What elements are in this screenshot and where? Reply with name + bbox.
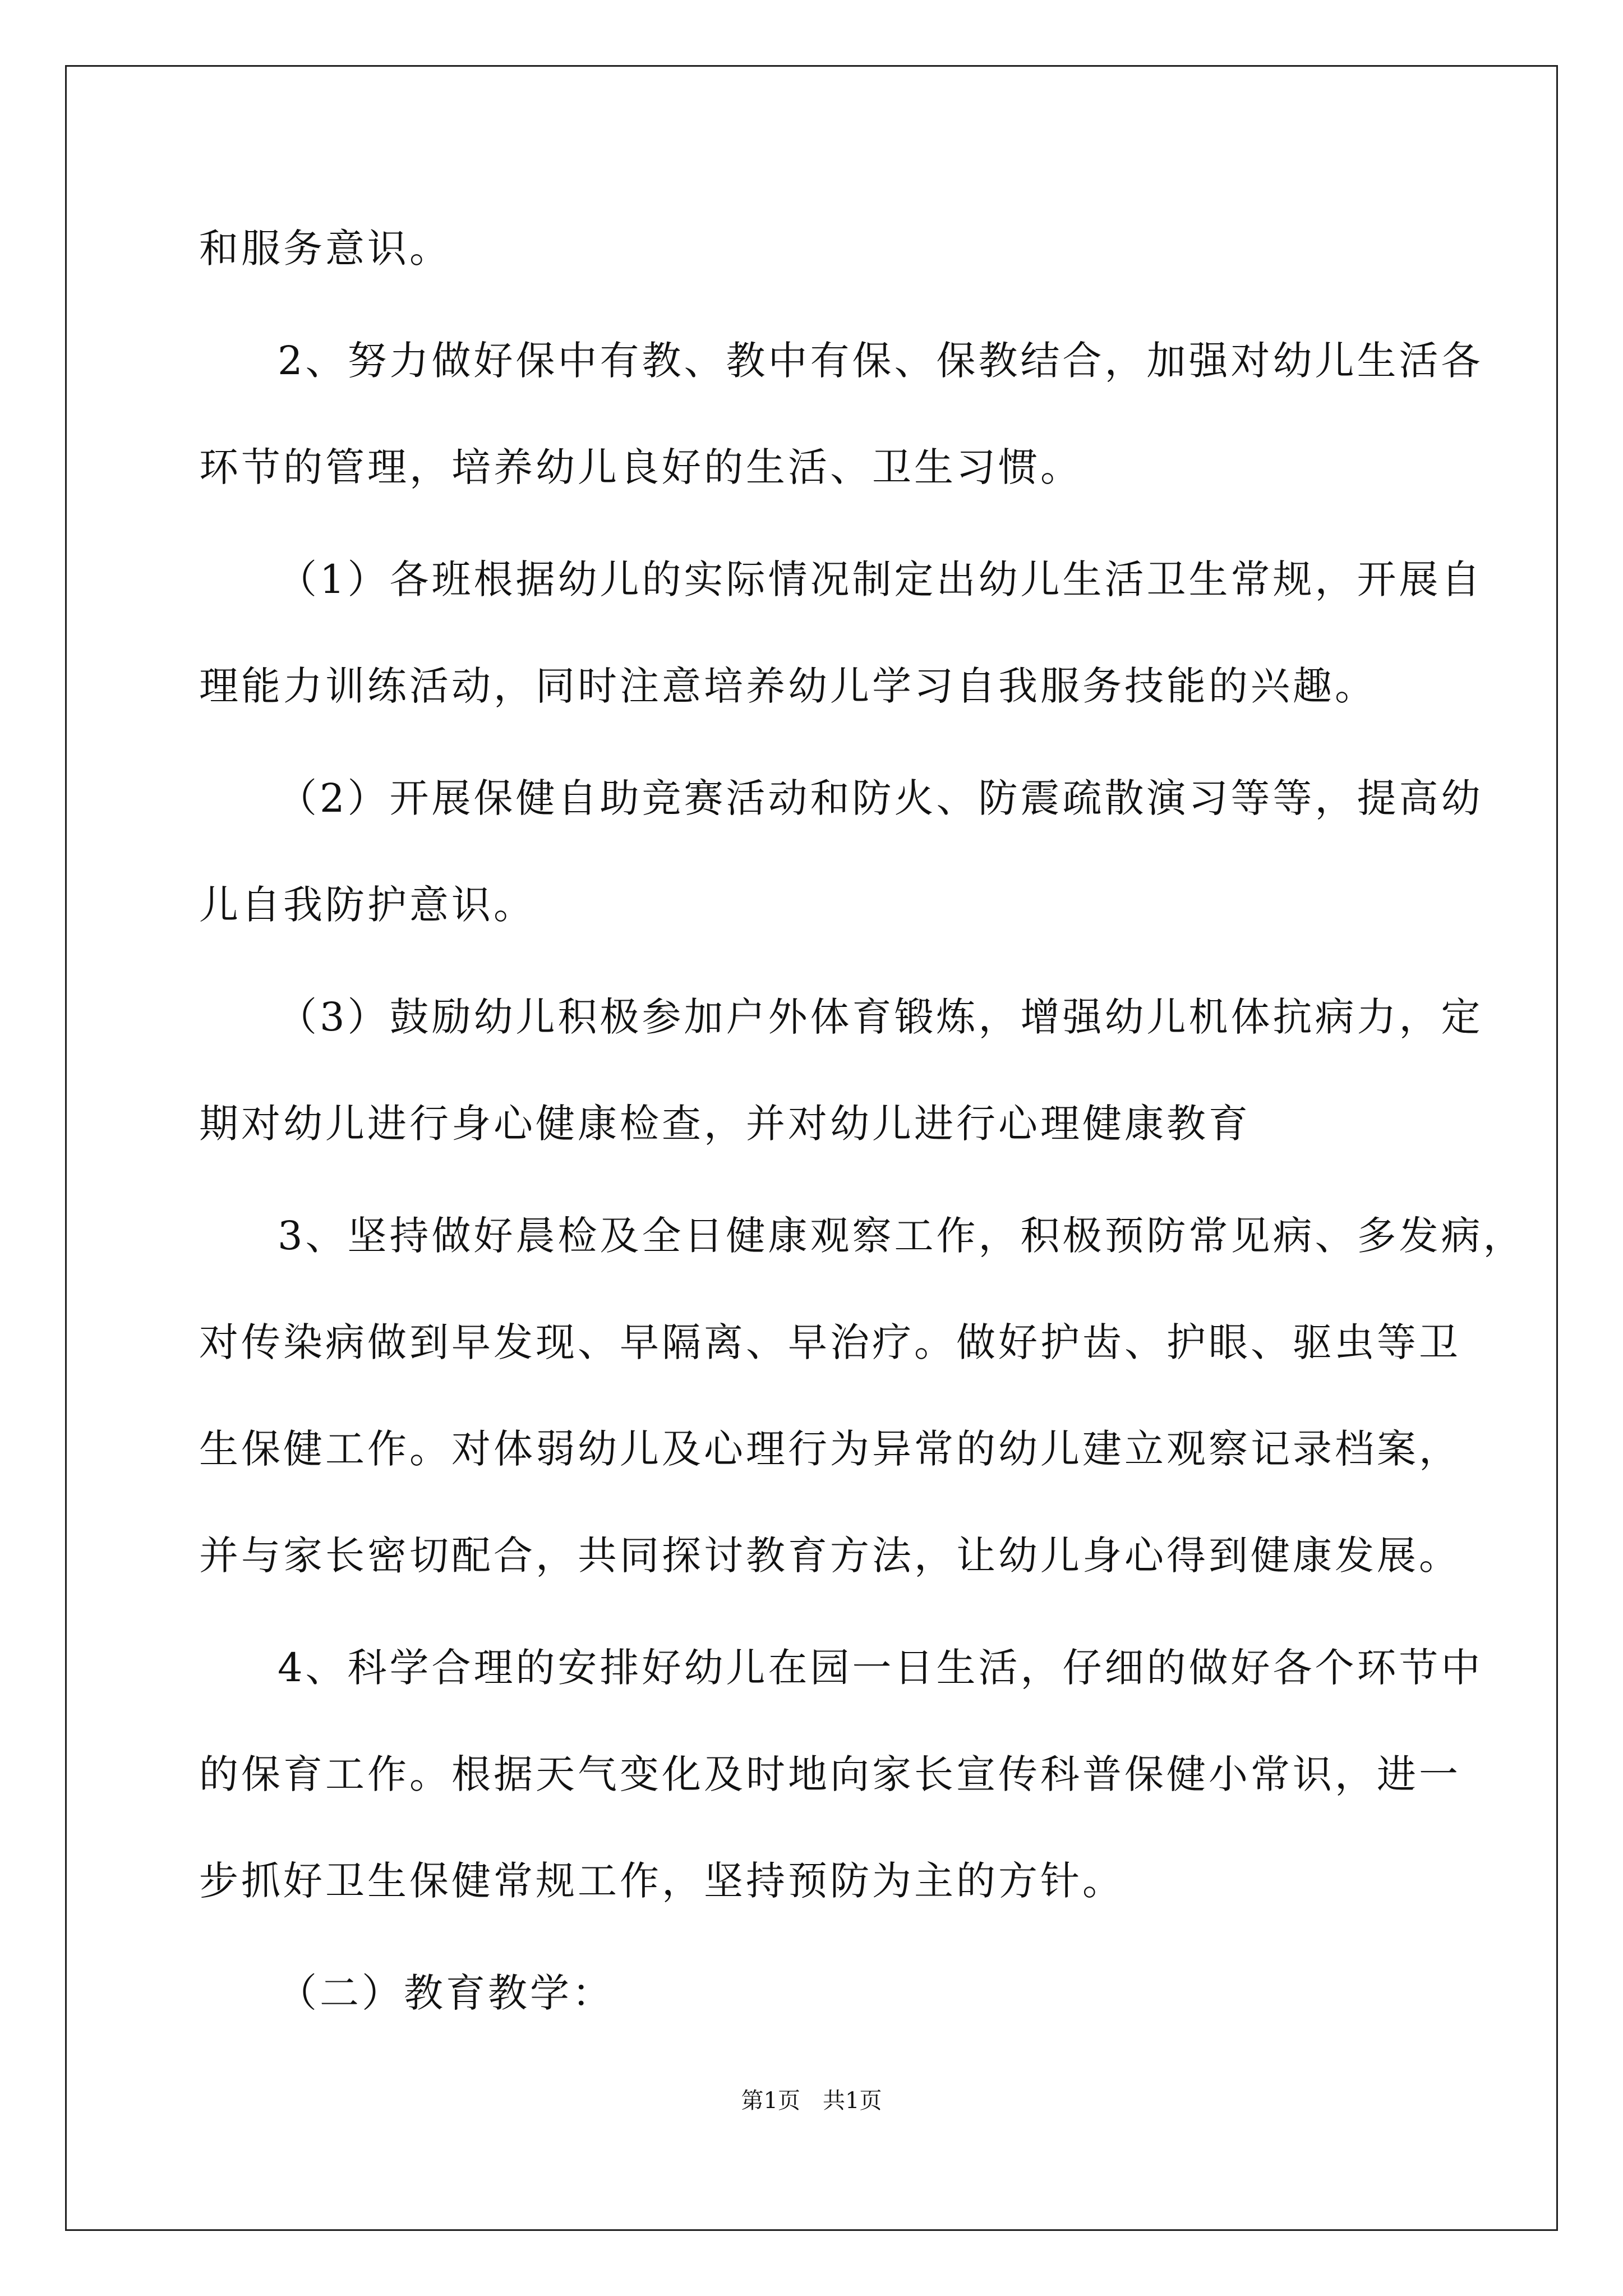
page-footer: 第1页 共1页 (741, 2088, 882, 2114)
text-line: 并与家长密切配合，共同探讨教育方法，让幼儿身心得到健康发展。 (199, 1533, 1461, 1579)
text-line: 儿自我防护意识。 (199, 882, 536, 928)
section-heading: （二）教育教学： (278, 1970, 614, 2016)
text-line: 生保健工作。对体弱幼儿及心理行为异常的幼儿建立观察记录档案， (199, 1426, 1461, 1472)
text-line: 理能力训练活动，同时注意培养幼儿学习自我服务技能的兴趣。 (199, 663, 1377, 709)
text-line: 的保育工作。根据天气变化及时地向家长宣传科普保健小常识，进一 (199, 1751, 1461, 1797)
text-line: 2、努力做好保中有教、教中有保、保教结合，加强对幼儿生活各 (278, 338, 1483, 384)
text-line: （2）开展保健自助竞赛活动和防火、防震疏散演习等等，提高幼 (278, 775, 1483, 821)
text-line: 对传染病做到早发现、早隔离、早治疗。做好护齿、护眼、驱虫等卫 (199, 1319, 1461, 1365)
text-line: （3）鼓励幼儿积极参加户外体育锻炼，增强幼儿机体抗病力，定 (278, 994, 1483, 1040)
text-line: 3、坚持做好晨检及全日健康观察工作，积极预防常见病、多发病， (278, 1213, 1525, 1259)
text-line: 期对幼儿进行身心健康检查，并对幼儿进行心理健康教育 (199, 1101, 1251, 1147)
text-line: 环节的管理，培养幼儿良好的生活、卫生习惯。 (199, 444, 1082, 490)
text-line: 和服务意识。 (199, 226, 451, 272)
text-line: （1）各班根据幼儿的实际情况制定出幼儿生活卫生常规，开展自 (278, 556, 1483, 602)
text-line: 4、科学合理的安排好幼儿在园一日生活，仔细的做好各个环节中 (278, 1645, 1483, 1691)
text-line: 步抓好卫生保健常规工作，坚持预防为主的方针。 (199, 1858, 1124, 1904)
